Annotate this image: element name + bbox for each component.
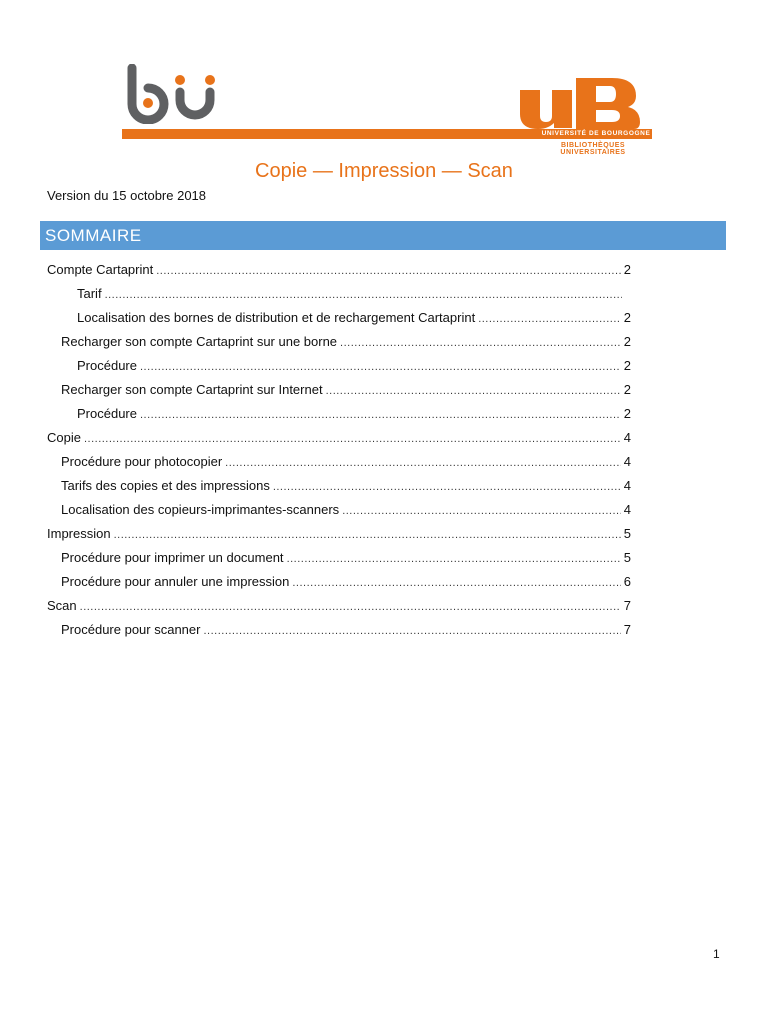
toc-entry-label: Scan (47, 598, 77, 613)
toc-leader-dots (342, 499, 621, 523)
toc-entry-label: Copie (47, 430, 81, 445)
document-title: Copie — Impression — Scan (255, 160, 513, 182)
toc-leader-dots (292, 571, 620, 595)
toc-entry-page: 2 (623, 334, 631, 349)
toc-entry[interactable] (47, 306, 631, 330)
toc-leader-dots (478, 307, 621, 331)
toc-entry[interactable] (47, 474, 631, 498)
toc-entry-page: 4 (623, 502, 631, 517)
toc-leader-dots (105, 283, 622, 307)
toc-entry-label: Recharger son compte Cartaprint sur Internet (61, 382, 323, 397)
toc-entry-label: Procédure (77, 406, 137, 421)
toc-entry-label: Localisation des bornes de distribution et de rechargement Cartaprint (77, 310, 476, 325)
toc-entry[interactable] (47, 522, 631, 546)
toc-entry[interactable] (47, 498, 631, 522)
toc-entry-page: 5 (623, 550, 631, 565)
toc-entry[interactable] (47, 594, 631, 618)
toc-entry-page: 7 (623, 622, 631, 637)
toc-entry[interactable] (47, 570, 631, 594)
toc-entry-page: 2 (623, 406, 631, 421)
document-header (0, 0, 768, 160)
toc-entry-label: Compte Cartaprint (47, 262, 154, 277)
university-name: UNIVERSITÉ DE BOURGOGNE (541, 130, 651, 137)
toc-leader-dots (273, 475, 621, 499)
toc-entry-page: 4 (623, 430, 631, 445)
toc-entry[interactable] (47, 402, 631, 426)
sommaire-heading: SOMMAIRE (40, 221, 726, 250)
toc-leader-dots (287, 547, 621, 571)
toc-entry-page: 5 (623, 526, 631, 541)
toc-leader-dots (140, 355, 621, 379)
toc-leader-dots (84, 427, 621, 451)
toc-entry-page: 4 (623, 478, 631, 493)
toc-leader-dots (156, 259, 621, 283)
toc-entry-page: 2 (623, 310, 631, 325)
bu-logo (124, 64, 224, 124)
toc-entry[interactable] (47, 426, 631, 450)
toc-entry-page: 2 (623, 382, 631, 397)
toc-leader-dots (225, 451, 621, 475)
toc-entry-label: Procédure pour scanner (61, 622, 201, 637)
toc-entry-label: Procédure (77, 358, 137, 373)
toc-leader-dots (140, 403, 621, 427)
toc-entry-label: Localisation des copieurs-imprimantes-scanners (61, 502, 340, 517)
table-of-contents (47, 258, 631, 642)
toc-entry[interactable] (47, 258, 631, 282)
toc-entry[interactable] (47, 354, 631, 378)
toc-entry[interactable] (47, 282, 631, 306)
version-date: Version du 15 octobre 2018 (47, 188, 207, 203)
toc-entry[interactable] (47, 378, 631, 402)
toc-entry-label: Tarifs des copies et des impressions (61, 478, 270, 493)
toc-entry-label: Recharger son compte Cartaprint sur une borne (61, 334, 338, 349)
toc-entry-label: Procédure pour imprimer un document (61, 550, 284, 565)
toc-entry[interactable] (47, 618, 631, 642)
toc-entry-page: 6 (623, 574, 631, 589)
toc-entry[interactable] (47, 450, 631, 474)
toc-entry-label: Procédure pour annuler une impression (61, 574, 290, 589)
toc-entry-label: Impression (47, 526, 111, 541)
toc-entry-label: Tarif (77, 286, 102, 301)
toc-leader-dots (203, 619, 620, 643)
toc-entry[interactable] (47, 330, 631, 354)
toc-entry-page: 2 (623, 262, 631, 277)
toc-entry-label: Procédure pour photocopier (61, 454, 223, 469)
toc-entry-page: 4 (623, 454, 631, 469)
toc-leader-dots (326, 379, 621, 403)
toc-entry[interactable] (47, 546, 631, 570)
toc-leader-dots (80, 595, 621, 619)
page-number: 1 (713, 947, 720, 961)
toc-leader-dots (114, 523, 621, 547)
toc-entry-page: 7 (623, 598, 631, 613)
library-name: BIBLIOTHÈQUES UNIVERSITAIRES (560, 142, 626, 156)
toc-entry-page: 2 (623, 358, 631, 373)
toc-leader-dots (340, 331, 621, 355)
